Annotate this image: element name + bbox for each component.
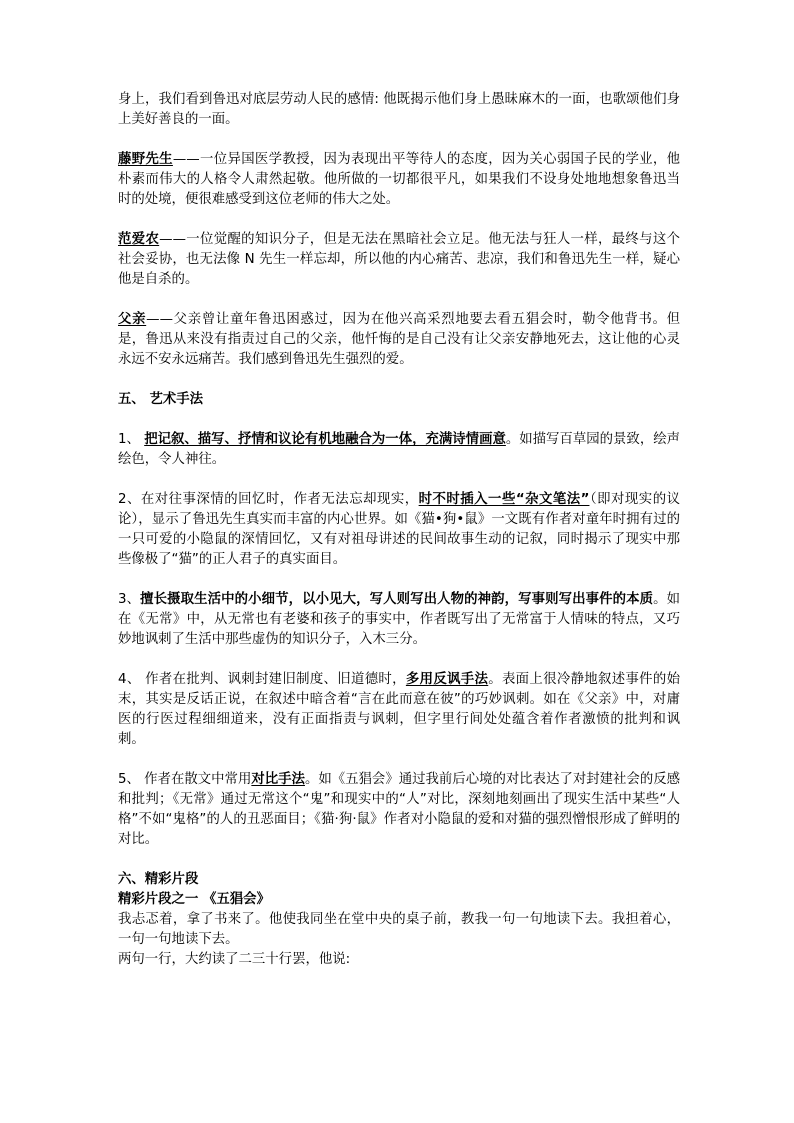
item-key-point: 多用反讽手法 [405,672,489,687]
item-text: （即对现实的议论），显示了鲁迅先生真实而丰富的内心世界。如《猫•狗•鼠》一文既有作者对童年时拥有过的一只可爱的小隐鼠的深情回忆，又有对祖母讲述的民间故事生动的记叙，同时揭示了现实中那些像极了“猫”的正人君子的真实面目。 [118,492,680,567]
character-description: ——一位异国医学教授，因为表现出平等待人的态度，因为关心弱国子民的学业，他朴素而伟大的人格令人肃然起敬。他所做的一切都很平凡，如果我们不设身处地地想象鲁迅当时的处境，便很难感受到这位老师的伟大之处。 [118,152,681,207]
item-key-point: 擅长摄取生活中的小细节，以小见大，写人则写出人物的神韵，写事则写出事件的本质 [140,592,654,607]
item-text: 2、在对往事深情的回忆时，作者无法忘却现实， [118,492,419,507]
art-item-1 [118,430,680,470]
section-heading-excerpts: 六、精彩片段 [118,872,199,887]
item-text: 4、 作者在批判、讽刺封建旧制度、旧道德时， [118,672,406,687]
item-text: 5、 作者在散文中常用 [118,772,252,787]
item-key-point: 时不时插入一些“杂文笔法” [418,492,590,507]
item-key-point: 对比手法 [251,772,305,787]
character-description: ——一位觉醒的知识分子，但是无法在黑暗社会立足。他无法与狂人一样，最终与这个社会妥协，也无法像 N 先生一样忘却，所以他的内心痛苦、悲凉，我们和鲁迅先生一样，疑心他是自杀的。 [118,232,680,287]
item-number: 3、 [118,592,141,607]
paragraph-emotion [118,90,680,130]
art-item-3 [118,590,680,650]
item-key-point: 把记叙、描写、抒情和议论有机地融合为一体，充满诗情画意 [144,432,506,447]
item-text: 。如《五猖会》通过我前后心境的对比表达了对封建社会的反感和批判；《无常》通过无常这个“鬼”和现实中的“人”对比，深刻地刻画出了现实生活中某些“人格”不如“鬼格”的人的丑恶面目；《猫·狗·鼠》作者对小隐鼠的爱和对猫的强烈憎恨形成了鲜明的对比。 [118,772,681,847]
paragraph-fujino [118,150,680,210]
item-text: 。表面上很冷静地叙述事件的始末，其实是反话正说，在叙述中暗含着“言在此而意在彼”的巧妙讽刺。如在《父亲》中，对庸医的行医过程细细道来，没有正面指责与讽刺，但字里行间处处蕴含着作者激愤的批判和讽刺。 [118,672,681,747]
art-item-4 [118,670,680,750]
section-heading-art: 五、 艺术手法 [118,392,204,407]
character-name: 藤野先生 [118,152,173,167]
art-item-5 [118,770,680,850]
character-description: ——父亲曾让童年鲁迅困惑过，因为在他兴高采烈地要去看五猖会时，勒令他背书。但是，鲁迅从来没有指责过自己的父亲，他忏悔的是自己没有让父亲安静地死去，这让他的心灵永远不安永远痛苦。我们感到鲁迅先生强烈的爱。 [118,312,680,367]
art-item-2 [118,490,680,570]
item-text: 。如描写百草园的景致，绘声绘色，令人神往。 [118,432,681,467]
paragraph-father [118,310,680,370]
item-number: 1、 [118,432,145,447]
character-name: 范爱农 [118,232,160,247]
excerpt-subtitle: 精彩片段之一 《五猖会》 [118,892,270,907]
character-name: 父亲 [118,312,147,327]
paragraph-text: 身上，我们看到鲁迅对底层劳动人民的感情: 他既揭示他们身上愚昧麻木的一面，也歌颂他们身上美好善良的一面。 [118,92,680,127]
excerpt-line: 两句一行，大约读了二三十行罢，他说: [118,952,351,967]
document-page [118,90,680,970]
paragraph-fanainong [118,230,680,290]
excerpt-line: 我忐忑着，拿了书来了。他使我同坐在堂中央的桌子前，教我一句一句地读下去。我担着心，一句一句地读下去。 [118,912,680,947]
item-text: 。如在《无常》中，从无常也有老婆和孩子的事实中，作者既写出了无常富于人情味的特点，又巧妙地讽刺了生活中那些虚伪的知识分子，入木三分。 [118,592,680,647]
